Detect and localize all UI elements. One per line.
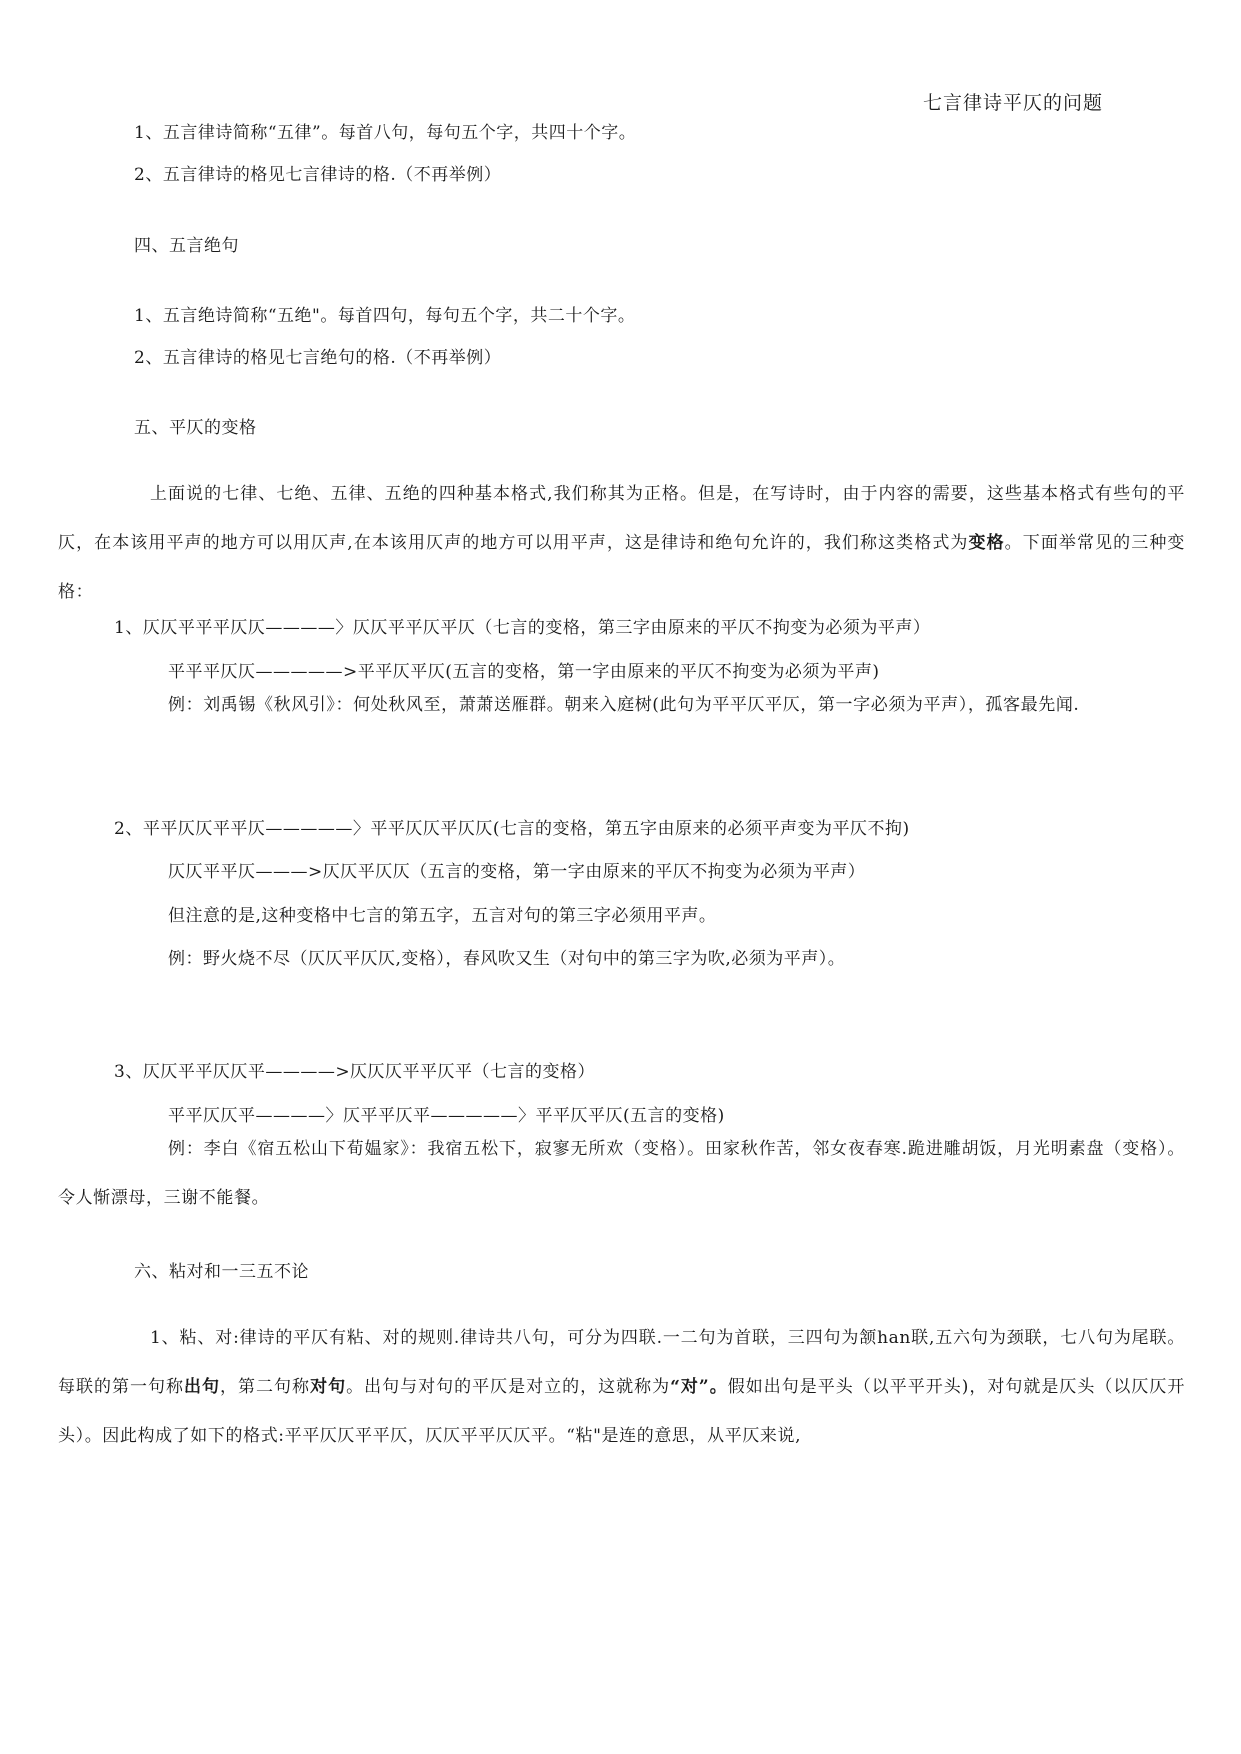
niandui-text-d: 假如出句是平头（以平平开头)，对句就是仄头（以仄仄开头）。因此构成了如下的格式:平平仄仄平平仄，仄仄平平仄仄平。“粘"是连的意思，从平仄来说, bbox=[58, 1377, 1186, 1446]
section-4-heading: 四、五言绝句 bbox=[134, 236, 239, 256]
wujue-point-1: 1、五言绝诗简称“五绝"。每首四句，每句五个字，共二十个字。 bbox=[134, 306, 636, 326]
intro-text-b: 。下面举常见的三种变格： bbox=[58, 533, 1185, 602]
page-header-title: 七言律诗平仄的问题 bbox=[922, 92, 1103, 114]
wujue-point-2: 2、五言律诗的格见七言绝句的格.（不再举例） bbox=[134, 348, 502, 368]
niandui-paragraph bbox=[58, 1314, 1185, 1461]
variant-2-example: 例：野火烧不尽（仄仄平仄仄,变格），春风吹又生（对句中的第三字为吹,必须为平声）。 bbox=[168, 949, 846, 969]
biange-intro-paragraph bbox=[58, 470, 1185, 617]
variant-2-rule: 2、平平仄仄平平仄—————〉平平仄仄平仄仄(七言的变格，第五字由原来的必须平声变为平仄不拘) bbox=[114, 819, 910, 839]
niandui-bold-duiju: 对句 bbox=[310, 1377, 347, 1397]
intro-text-a: 上面说的七律、七绝、五律、五绝的四种基本格式,我们称其为正格。但是，在写诗时，由于内容的需要，这些基本格式有些句的平仄，在本该用平声的地方可以用仄声,在本该用仄声的地方可以用平声，这是律诗和绝句允许的，我们称这类格式为 bbox=[58, 484, 1185, 553]
variant-1-example: 例：刘禹锡《秋风引》：何处秋风至，萧萧送雁群。朝来入庭树(此句为平平仄平仄，第一字必须为平声），孤客最先闻. bbox=[168, 695, 1080, 715]
section-5-heading: 五、平仄的变格 bbox=[134, 418, 257, 438]
niandui-text-b: ，第二句称 bbox=[220, 1377, 311, 1397]
variant-3-wuyan: 平平仄仄平————〉仄平平仄平—————〉平平仄平仄(五言的变格) bbox=[168, 1106, 725, 1126]
variant-1-rule: 1、仄仄平平平仄仄————〉仄仄平平仄平仄（七言的变格，第三字由原来的平仄不拘变为必须为平声） bbox=[114, 618, 931, 638]
wulv-point-2: 2、五言律诗的格见七言律诗的格.（不再举例） bbox=[134, 165, 502, 185]
niandui-text-c: 。出句与对句的平仄是对立的，这就称为 bbox=[346, 1377, 671, 1397]
variant-3-rule: 3、仄仄平平仄仄平————>仄仄仄平平仄平（七言的变格） bbox=[114, 1062, 596, 1082]
niandui-bold-chuju: 出句 bbox=[184, 1377, 221, 1397]
wulv-point-1: 1、五言律诗简称“五律”。每首八句，每句五个字，共四十个字。 bbox=[134, 123, 637, 143]
variant-3-example: 例：李白《宿五松山下荀媪家》：我宿五松下，寂寥无所欢（变格）。田家秋作苦，邻女夜春寒.跪进雕胡饭，月光明素盘（变格）。令人惭漂母，三谢不能餐。 bbox=[58, 1139, 1185, 1208]
variant-1-wuyan: 平平平仄仄—————>平平仄平仄(五言的变格，第一字由原来的平仄不拘变为必须为平声) bbox=[168, 662, 880, 682]
variant-2-note: 但注意的是,这种变格中七言的第五字，五言对句的第三字必须用平声。 bbox=[168, 906, 717, 926]
niandui-text-a: 1、粘、对:律诗的平仄有粘、对的规则.律诗共八句，可分为四联.一二句为首联，三四句为颔han联,五六句为颈联，七八句为尾联。每联的第一句称 bbox=[58, 1328, 1185, 1397]
section-6-heading: 六、粘对和一三五不论 bbox=[134, 1262, 309, 1282]
intro-bold-term: 变格 bbox=[968, 533, 1005, 553]
variant-2-wuyan: 仄仄平平仄———>仄仄平仄仄（五言的变格，第一字由原来的平仄不拘变为必须为平声） bbox=[168, 862, 866, 882]
niandui-bold-dui: “对”。 bbox=[670, 1377, 728, 1397]
